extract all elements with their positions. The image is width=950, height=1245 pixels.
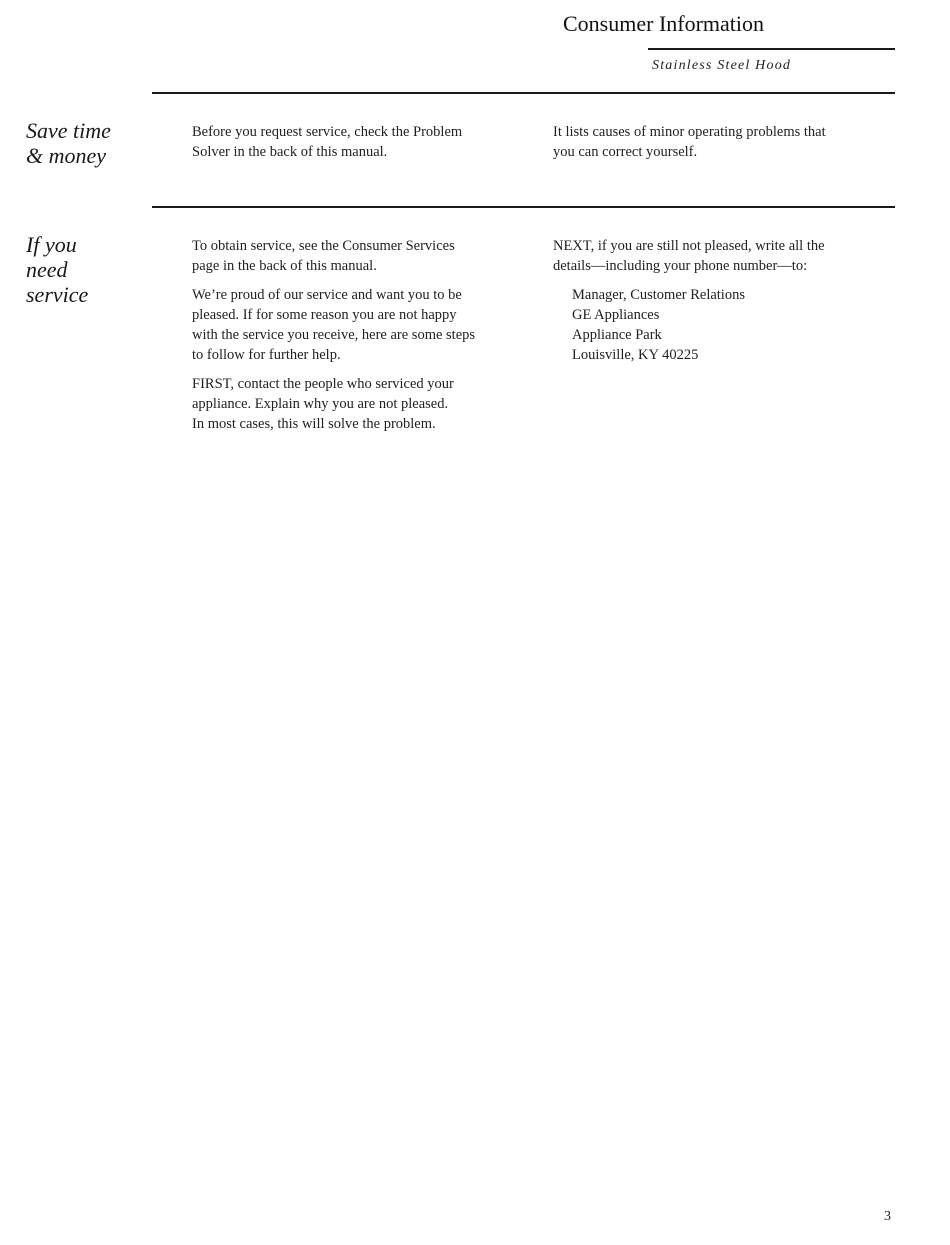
text-line: In most cases, this will solve the problem. (192, 416, 436, 432)
text-line: Before you request service, check the Problem (192, 124, 463, 140)
text-line: NEXT, if you are still not pleased, write all the (553, 238, 825, 254)
mailing-address (553, 285, 895, 365)
need-service-right-column (553, 236, 895, 365)
address-line: GE Appliances (572, 307, 660, 323)
text-line: pleased. If for some reason you are not happy (192, 307, 457, 323)
section-divider-need-service (152, 206, 895, 208)
text-line: page in the back of this manual. (192, 258, 377, 274)
section-heading-line: service (26, 282, 89, 307)
save-time-left-column (192, 122, 537, 171)
paragraph (192, 236, 537, 276)
need-service-left-column (192, 236, 537, 443)
text-line: with the service you receive, here are some steps (192, 327, 476, 343)
paragraph (553, 236, 895, 276)
address-line: Louisville, KY 40225 (572, 347, 699, 363)
text-line: you can correct yourself. (553, 144, 698, 160)
section-heading-line: If you (26, 232, 77, 257)
text-line: to follow for further help. (192, 347, 341, 363)
section-heading-line: Save time (26, 118, 111, 143)
paragraph (192, 122, 537, 162)
section-heading-line: need (26, 257, 68, 282)
section-heading-line: & money (26, 143, 107, 168)
save-time-right-column (553, 122, 895, 171)
page-number: 3 (884, 1209, 891, 1224)
text-line: Solver in the back of this manual. (192, 144, 388, 160)
text-line: We’re proud of our service and want you to be (192, 287, 462, 303)
section-heading-need-service (26, 232, 88, 307)
text-line: FIRST, contact the people who serviced your (192, 376, 454, 392)
page-subtitle: Stainless Steel Hood (652, 58, 792, 73)
address-line: Manager, Customer Relations (572, 287, 745, 303)
page-title: Consumer Information (563, 11, 765, 36)
address-line: Appliance Park (572, 327, 662, 343)
section-heading-save-time (26, 118, 111, 168)
text-line: To obtain service, see the Consumer Services (192, 238, 455, 254)
text-line: It lists causes of minor operating problems that (553, 124, 826, 140)
header-divider (648, 48, 895, 50)
text-line: details—including your phone number—to: (553, 258, 808, 274)
paragraph (553, 122, 895, 162)
section-divider-save-time (152, 92, 895, 94)
text-line: appliance. Explain why you are not pleased. (192, 396, 449, 412)
paragraph (192, 285, 537, 365)
paragraph (192, 374, 537, 434)
